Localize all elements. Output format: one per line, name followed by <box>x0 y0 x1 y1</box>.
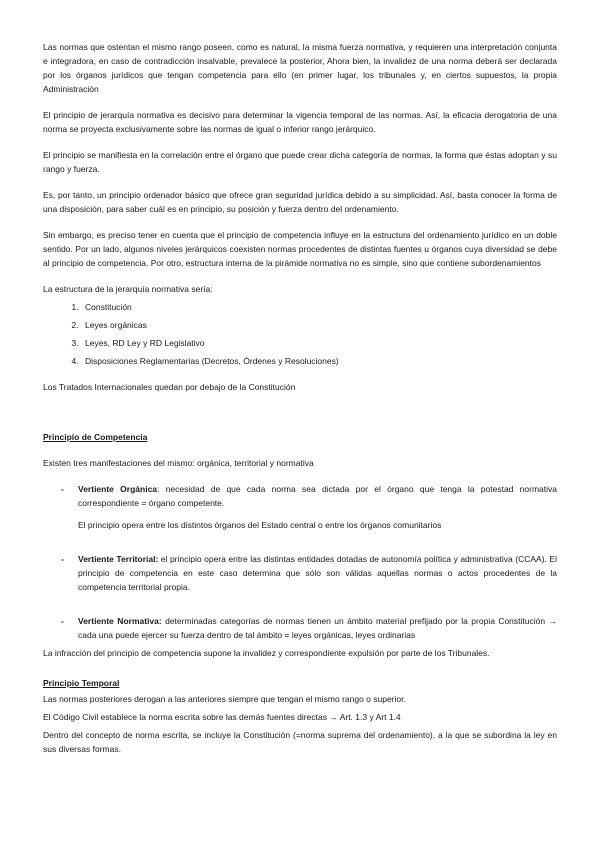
paragraph-legal-certainty: Es, por tanto, un principio ordenador básico que ofrece gran seguridad jurídica debido a su simplicidad. Así, basta conocer la forma de una disposición, para saber cuál es en principio, su posición y fuerza dentro del ordenamiento. <box>43 190 557 214</box>
bullet-term: Vertiente Territorial: <box>78 554 159 564</box>
bullet-normativa <box>43 614 557 642</box>
paragraph-competence-influence: Sin embargo, es preciso tener en cuenta que el principio de competencia influye en la estructura del ordenamiento jurídico en un doble sentido. Por un lado, algunos niveles jerárquicos coexisten normas procedentes de distintas fuentes u órganos cuya diversidad se debe al principio de competencia. Por otro, estructura interna de la pirámide normativa no es simple, sino que contiene subordenamientos <box>43 230 557 268</box>
bullet-subtext: El principio opera entre los distintos órganos del Estado central o entre los órganos comunitarios <box>78 520 442 530</box>
competencia-conclusion: La infracción del principio de competencia supone la invalidez y correspondiente expulsión por parte de los Tribunales. <box>43 648 490 658</box>
paragraph-correlation: El principio se manifiesta en la correlación entre el órgano que puede crear dicha categoría de normas, la forma que éstas adoptan y su rango y fuerza. <box>43 150 557 174</box>
document-page <box>43 40 557 760</box>
paragraph-same-rank: Las normas que ostentan el mismo rango poseen, como es natural, la misma fuerza normativa, y requieren una interpretación conjunta e integradora, en caso de contradicción insalvable, prevalece la posterior, Ahora bien, la invalidez de una norma deberá ser declarada por los órganos jurídicos que tengan competencia para ello (en primer lugar, los tribunales y, en ciertos supuestos, la propia Administración <box>43 42 557 94</box>
temporal-line: Las normas posteriores derogan a las anteriores siempre que tengan el mismo rango o superior. <box>43 694 406 704</box>
hierarchy-intro: La estructura de la jerarquía normativa sería: <box>43 284 213 294</box>
bullet-term: Vertiente Orgánica <box>78 484 158 494</box>
dash-bullet-marker: - <box>61 484 64 494</box>
hierarchy-list <box>43 300 557 368</box>
bullet-term: Vertiente Normativa: <box>78 616 162 626</box>
bullet-text: el principio opera entre las distintas entidades dotadas de autonomía política y administrativa (CCAA). El principio de competencia en este caso determina que sólo son válidas aquellas normas o actos procedentes de la competencia territorial propia. <box>78 554 557 592</box>
hierarchy-item: 2. Leyes orgánicas <box>81 318 557 332</box>
dash-bullet-marker: - <box>61 554 64 564</box>
hierarchy-item: 4. Disposiciones Reglamentarias (Decretos, Órdenes y Resoluciones) <box>81 354 557 368</box>
competencia-intro: Existen tres manifestaciones del mismo: orgánica, territorial y normativa <box>43 458 314 468</box>
hierarchy-item: 1. Constitución <box>81 300 557 314</box>
dash-bullet-marker: - <box>61 616 64 626</box>
bullet-text: : necesidad de que cada norma sea dictada por el órgano que tenga la potestad normativa correspondiente = órgano competente. <box>78 484 557 508</box>
temporal-line: El Código Civil establece la norma escrita sobre las demás fuentes directas → Art. 1.3 y Art 1.4 <box>43 712 401 722</box>
treaties-note: Los Tratados Internacionales quedan por debajo de la Constitución <box>43 382 296 392</box>
section-title-competencia: Principio de Competencia <box>43 432 148 442</box>
paragraph-hierarchy-validity: El principio de jerarquía normativa es decisivo para determinar la vigencia temporal de las normas. Así, la eficacia derogatoria de una norma se proyecta exclusivamente sobre las normas de igual o inferior rango jerárquico. <box>43 110 557 134</box>
bullet-text: determinadas categorías de normas tienen un ámbito material prefijado por la propia Constitución → cada una puede ejercer su fuerza dentro de tal ámbito = leyes orgánicas, leyes ordinarias <box>78 616 557 640</box>
bullet-territorial <box>43 552 557 594</box>
section-title-temporal: Principio Temporal <box>43 678 120 688</box>
bullet-organica <box>43 482 557 532</box>
temporal-line: Dentro del concepto de norma escrita, se incluye la Constitución (=norma suprema del ordenamiento), a la que se subordina la ley en sus diversas formas. <box>43 730 557 754</box>
hierarchy-item: 3. Leyes, RD Ley y RD Legislativo <box>81 336 557 350</box>
